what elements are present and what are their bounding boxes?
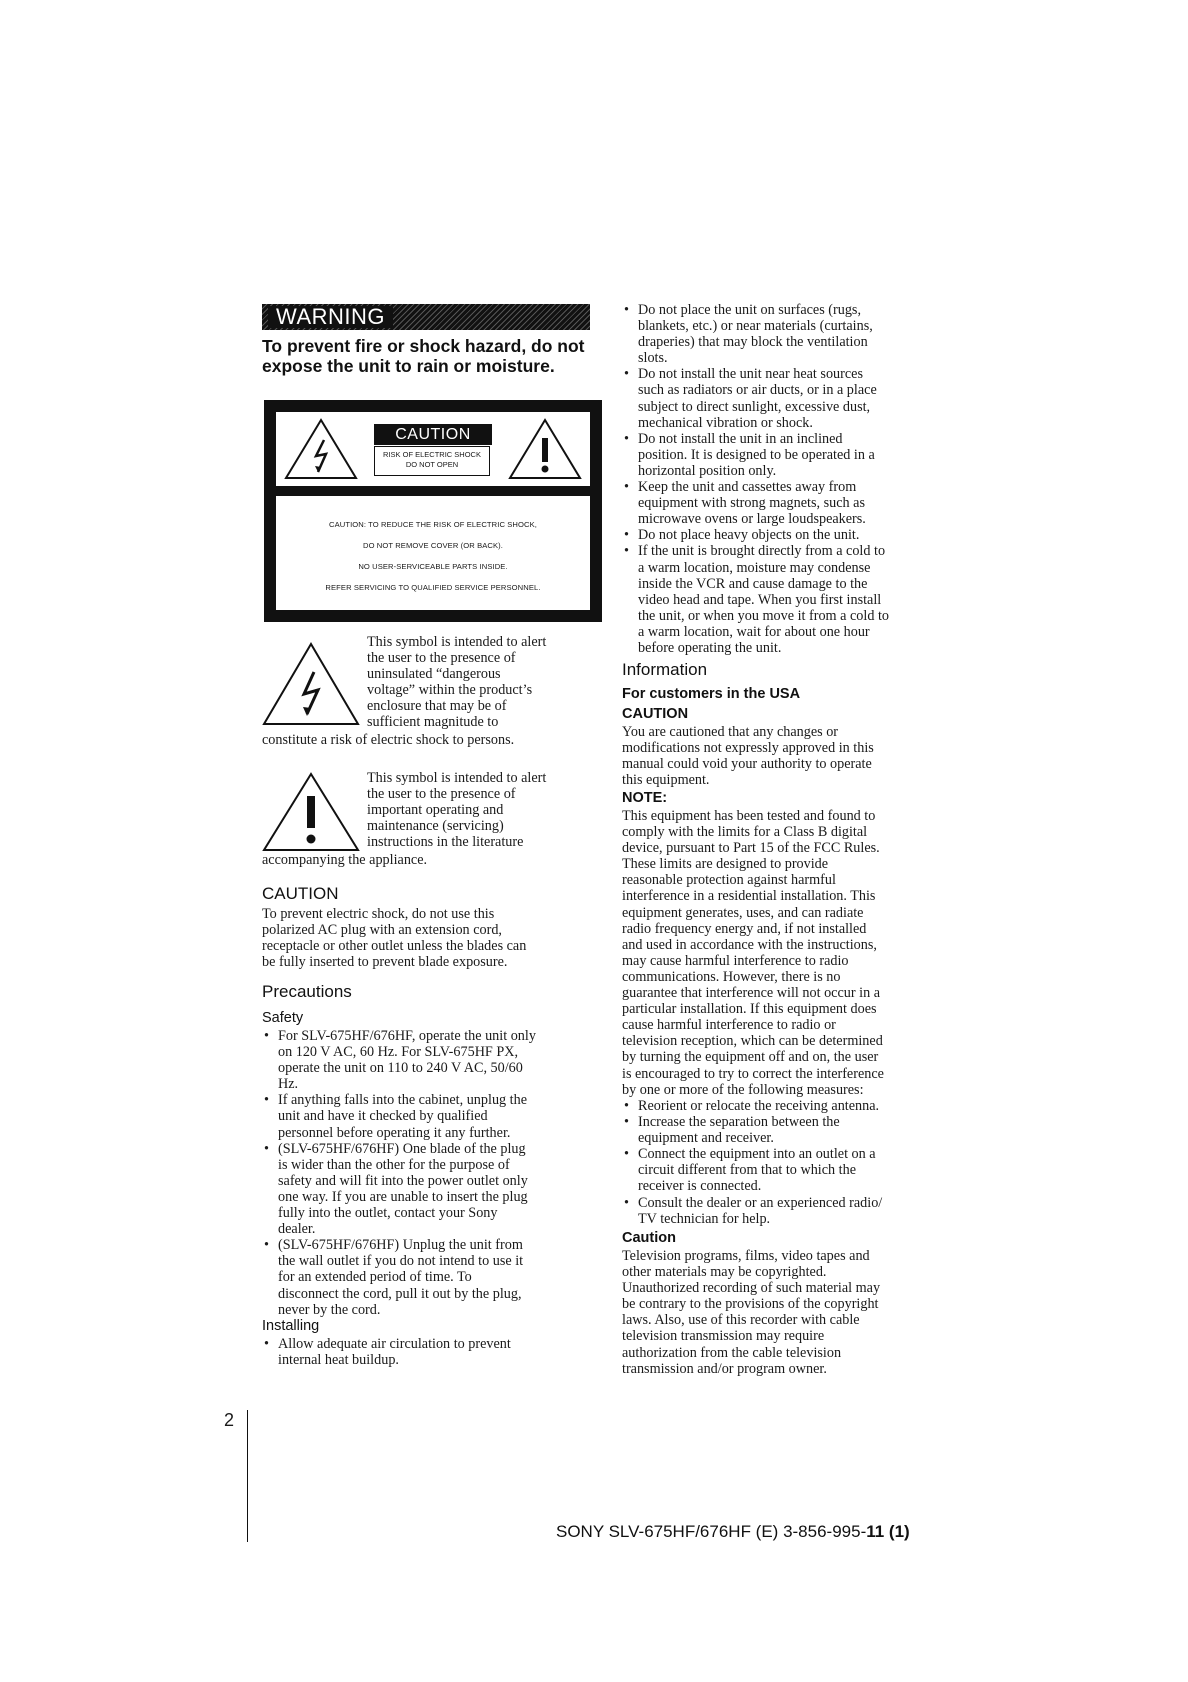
text-line: communications. However, there is no: [622, 968, 841, 985]
text-line: the user to the presence of: [367, 786, 516, 803]
list-item-line: a warm location, moisture may condense: [638, 559, 871, 576]
caution-label-lines: [276, 514, 590, 598]
text-line: voltage” within the product’s: [367, 682, 533, 699]
list-item-line: disconnect the cord, pull it out by the plug,: [278, 1285, 522, 1302]
footer-text-bold: 11 (1): [866, 1522, 910, 1541]
list-item: [262, 1028, 592, 1092]
text-line: equipment generates, uses, and can radiate: [622, 904, 864, 921]
list-item-line: microwave ovens or large loudspeakers.: [638, 511, 866, 528]
text-line: particular installation. If this equipment does: [622, 1001, 877, 1018]
precautions-continued-list: [622, 302, 952, 656]
exclamation-symbol-tail: accompanying the appliance.: [262, 852, 428, 868]
list-item: [622, 479, 952, 527]
text-line: comply with the limits for a Class B digital: [622, 824, 868, 841]
text-line: To prevent electric shock, do not use this: [262, 906, 495, 922]
list-item-line: blankets, etc.) or near materials (curtains,: [638, 318, 873, 335]
text-line: Television programs, films, video tapes and: [622, 1248, 870, 1264]
lightning-warning-icon: [284, 418, 358, 480]
list-item-line: subject to direct sunlight, excessive dust,: [638, 398, 871, 415]
list-item-line: circuit different from that to which the: [638, 1162, 856, 1179]
list-item-line: for an extended period of time. To: [278, 1269, 472, 1286]
text-line: authorization from the cable television: [622, 1344, 842, 1361]
text-line: be fully inserted to prevent blade exposure.: [262, 954, 508, 971]
text-line: uninsulated “dangerous: [367, 666, 501, 683]
list-item: [622, 527, 952, 543]
list-item-line: such as radiators or air ducts, or in a place: [638, 382, 877, 399]
list-item-line: the unit, or when you move it from a cold to: [638, 607, 889, 624]
list-item-line: Hz.: [278, 1076, 299, 1093]
list-item-line: • Do not place the unit on surfaces (rugs,: [638, 302, 861, 318]
list-item-line: equipment with strong magnets, such as: [638, 495, 865, 512]
caution-label-subtitle: [374, 446, 490, 476]
list-item-line: the wall outlet if you do not intend to use it: [278, 1253, 524, 1270]
caution-label-line: NO USER-SERVICEABLE PARTS INSIDE.: [358, 562, 508, 571]
text-line: television transmission may require: [622, 1328, 825, 1345]
list-item-line: video head and tape. When you first install: [638, 591, 882, 608]
text-line: may cause harmful interference to radio: [622, 952, 849, 969]
list-item-line: draperies) that may block the ventilation: [638, 334, 868, 351]
list-item: [622, 366, 952, 430]
footer-text: SONY SLV-675HF/676HF (E) 3-856-995-: [556, 1522, 867, 1541]
measures-list: [622, 1098, 952, 1227]
safety-heading: Safety: [262, 1010, 304, 1026]
list-item-line: • (SLV-675HF/676HF) One blade of the plug: [278, 1140, 526, 1157]
exclamation-symbol-text: [367, 770, 592, 850]
list-item: [622, 1114, 952, 1146]
list-item-line: horizontal position only.: [638, 462, 777, 479]
list-item-line: dealer.: [278, 1221, 316, 1238]
page-divider: [247, 1410, 248, 1542]
text-line: transmission and/or program owner.: [622, 1360, 827, 1377]
lightning-symbol-text: [367, 634, 592, 731]
caution-heading: CAUTION: [262, 884, 339, 903]
text-line: important operating and: [367, 802, 504, 819]
caution-label-line: REFER SERVICING TO QUALIFIED SERVICE PERSONNEL.: [325, 583, 541, 592]
list-item: [622, 431, 952, 479]
text-line: sufficient magnitude to: [367, 714, 499, 731]
list-item-line: • Allow adequate air circulation to prevent: [278, 1336, 511, 1352]
page-number: 2: [224, 1410, 235, 1430]
caution-label-title: CAUTION: [374, 424, 492, 445]
text-line: modifications not expressly approved in this: [622, 740, 874, 757]
footer-model-code: [556, 1522, 910, 1542]
list-item-line: slots.: [638, 350, 668, 367]
warning-banner: [262, 304, 590, 330]
safety-list: [262, 1028, 592, 1318]
list-item-line: is wider than the other for the purpose of: [278, 1156, 510, 1173]
caution-label-box: [264, 400, 602, 622]
list-item: [262, 1141, 592, 1238]
list-item: [622, 543, 952, 656]
list-item: [262, 1237, 592, 1317]
exclamation-symbol-icon: [262, 772, 360, 852]
text-line: manual could void your authority to operate: [622, 756, 872, 773]
list-item-line: internal heat buildup.: [278, 1352, 399, 1369]
caution-label-line: DO NOT REMOVE COVER (OR BACK).: [363, 541, 503, 550]
note-heading: NOTE:: [622, 790, 668, 806]
list-item-line: • Do not install the unit in an inclined: [638, 430, 843, 447]
list-item-line: unit and have it checked by qualified: [278, 1108, 488, 1125]
text-line: and used in accordance with the instructions,: [622, 936, 877, 953]
text-line: Unauthorized recording of such material may: [622, 1280, 881, 1297]
text-line: maintenance (servicing): [367, 818, 504, 835]
list-item-line: operate the unit on 110 to 240 V AC, 50/60: [278, 1060, 523, 1077]
text-line: reasonable protection against harmful: [622, 872, 836, 889]
text-line: instructions in the literature: [367, 834, 524, 851]
list-item-line: • For SLV-675HF/676HF, operate the unit only: [278, 1028, 536, 1044]
text-line: other materials may be copyrighted.: [622, 1264, 827, 1281]
text-line: This symbol is intended to alert: [367, 770, 547, 786]
list-item: [622, 1146, 952, 1194]
text-line: You are cautioned that any changes or: [622, 724, 839, 740]
text-line: cause harmful interference to radio or: [622, 1017, 836, 1034]
list-item-line: receiver is connected.: [638, 1178, 762, 1195]
caution-text: [262, 906, 592, 970]
lightning-symbol-icon: [262, 642, 360, 726]
text-line: This equipment has been tested and found to: [622, 808, 876, 824]
exclamation-warning-icon: [508, 418, 582, 480]
list-item-line: inside the VCR and cause damage to the: [638, 575, 868, 592]
caution2-text: [622, 1248, 952, 1377]
text-line: is encouraged to try to correct the interference: [622, 1065, 884, 1082]
list-item-line: position. It is designed to be operated in a: [638, 446, 875, 463]
text-line: enclosure that may be of: [367, 698, 507, 715]
text-line: the user to the presence of: [367, 650, 516, 667]
warning-headline: To prevent fire or shock hazard, do not expose the unit to rain or moisture.: [262, 336, 585, 376]
list-item-line: • Connect the equipment into an outlet on a: [638, 1146, 876, 1163]
info-caution-text: [622, 724, 952, 788]
text-line: by turning the equipment off and on, the user: [622, 1049, 879, 1066]
list-item-line: • Increase the separation between the: [638, 1114, 840, 1131]
note-text: [622, 808, 952, 1098]
text-line: interference in a residential installation. This: [622, 888, 876, 905]
caution-label-line: CAUTION: TO REDUCE THE RISK OF ELECTRIC SHOCK,: [329, 520, 537, 529]
warning-label: WARNING: [268, 306, 393, 328]
list-item: [622, 1195, 952, 1227]
text-line: These limits are designed to provide: [622, 856, 829, 873]
list-item-line: • Reorient or relocate the receiving antenna.: [638, 1098, 880, 1114]
list-item-line: one way. If you are unable to insert the plug: [278, 1188, 528, 1205]
information-heading: Information: [622, 660, 708, 679]
text-line: television reception, which can be determined: [622, 1033, 883, 1050]
list-item-line: TV technician for help.: [638, 1210, 771, 1227]
list-item: [262, 1092, 592, 1140]
text-line: be contrary to the provisions of the copyright: [622, 1296, 879, 1313]
text-line: device, pursuant to Part 15 of the FCC Rules.: [622, 840, 880, 857]
lightning-symbol-tail: constitute a risk of electric shock to persons.: [262, 732, 515, 748]
list-item-line: on 120 V AC, 60 Hz. For SLV-675HF PX,: [278, 1044, 519, 1061]
list-item-line: mechanical vibration or shock.: [638, 414, 813, 431]
list-item-line: • Consult the dealer or an experienced radio/: [638, 1194, 883, 1211]
list-item-line: equipment and receiver.: [638, 1130, 774, 1147]
list-item-line: a warm location, wait for about one hour: [638, 623, 870, 640]
list-item-line: fully into the outlet, contact your Sony: [278, 1205, 498, 1222]
info-caution-heading: CAUTION: [622, 706, 689, 722]
usa-heading: For customers in the USA: [622, 686, 801, 702]
text-line: laws. Also, use of this recorder with cable: [622, 1312, 860, 1329]
precautions-heading: Precautions: [262, 982, 352, 1001]
text-line: radio frequency energy and, if not installed: [622, 920, 867, 937]
list-item-line: never by the cord.: [278, 1301, 381, 1318]
list-item-line: • If anything falls into the cabinet, unplug the: [278, 1092, 528, 1109]
caution-label-top: [276, 412, 590, 486]
installing-heading: Installing: [262, 1318, 320, 1334]
list-item-line: safety and will fit into the power outlet only: [278, 1172, 528, 1189]
caution2-heading: Caution: [622, 1230, 676, 1246]
list-item: [262, 1336, 592, 1368]
text-line: by one or more of the following measures:: [622, 1081, 864, 1098]
text-line: this equipment.: [622, 772, 710, 789]
list-item-line: • (SLV-675HF/676HF) Unplug the unit from: [278, 1237, 523, 1254]
text-line: guarantee that interference will not occur in a: [622, 985, 881, 1002]
text-line: This symbol is intended to alert: [367, 634, 547, 650]
list-item-line: • Do not place heavy objects on the unit.: [638, 527, 860, 544]
list-item: [622, 302, 952, 366]
caution-sub-line2: DO NOT OPEN: [405, 460, 459, 469]
list-item-line: personnel before operating it any further.: [278, 1124, 511, 1141]
text-line: receptacle or other outlet unless the blades can: [262, 938, 527, 955]
list-item-line: • If the unit is brought directly from a cold to: [638, 543, 886, 560]
text-line: polarized AC plug with an extension cord,: [262, 922, 502, 939]
list-item: [622, 1098, 952, 1114]
installing-list: [262, 1336, 592, 1368]
list-item-line: before operating the unit.: [638, 639, 782, 656]
caution-sub-line1: RISK OF ELECTRIC SHOCK: [383, 450, 481, 459]
list-item-line: • Do not install the unit near heat sources: [638, 366, 863, 383]
list-item-line: • Keep the unit and cassettes away from: [638, 479, 857, 496]
caution-label-bottom: [276, 496, 590, 610]
